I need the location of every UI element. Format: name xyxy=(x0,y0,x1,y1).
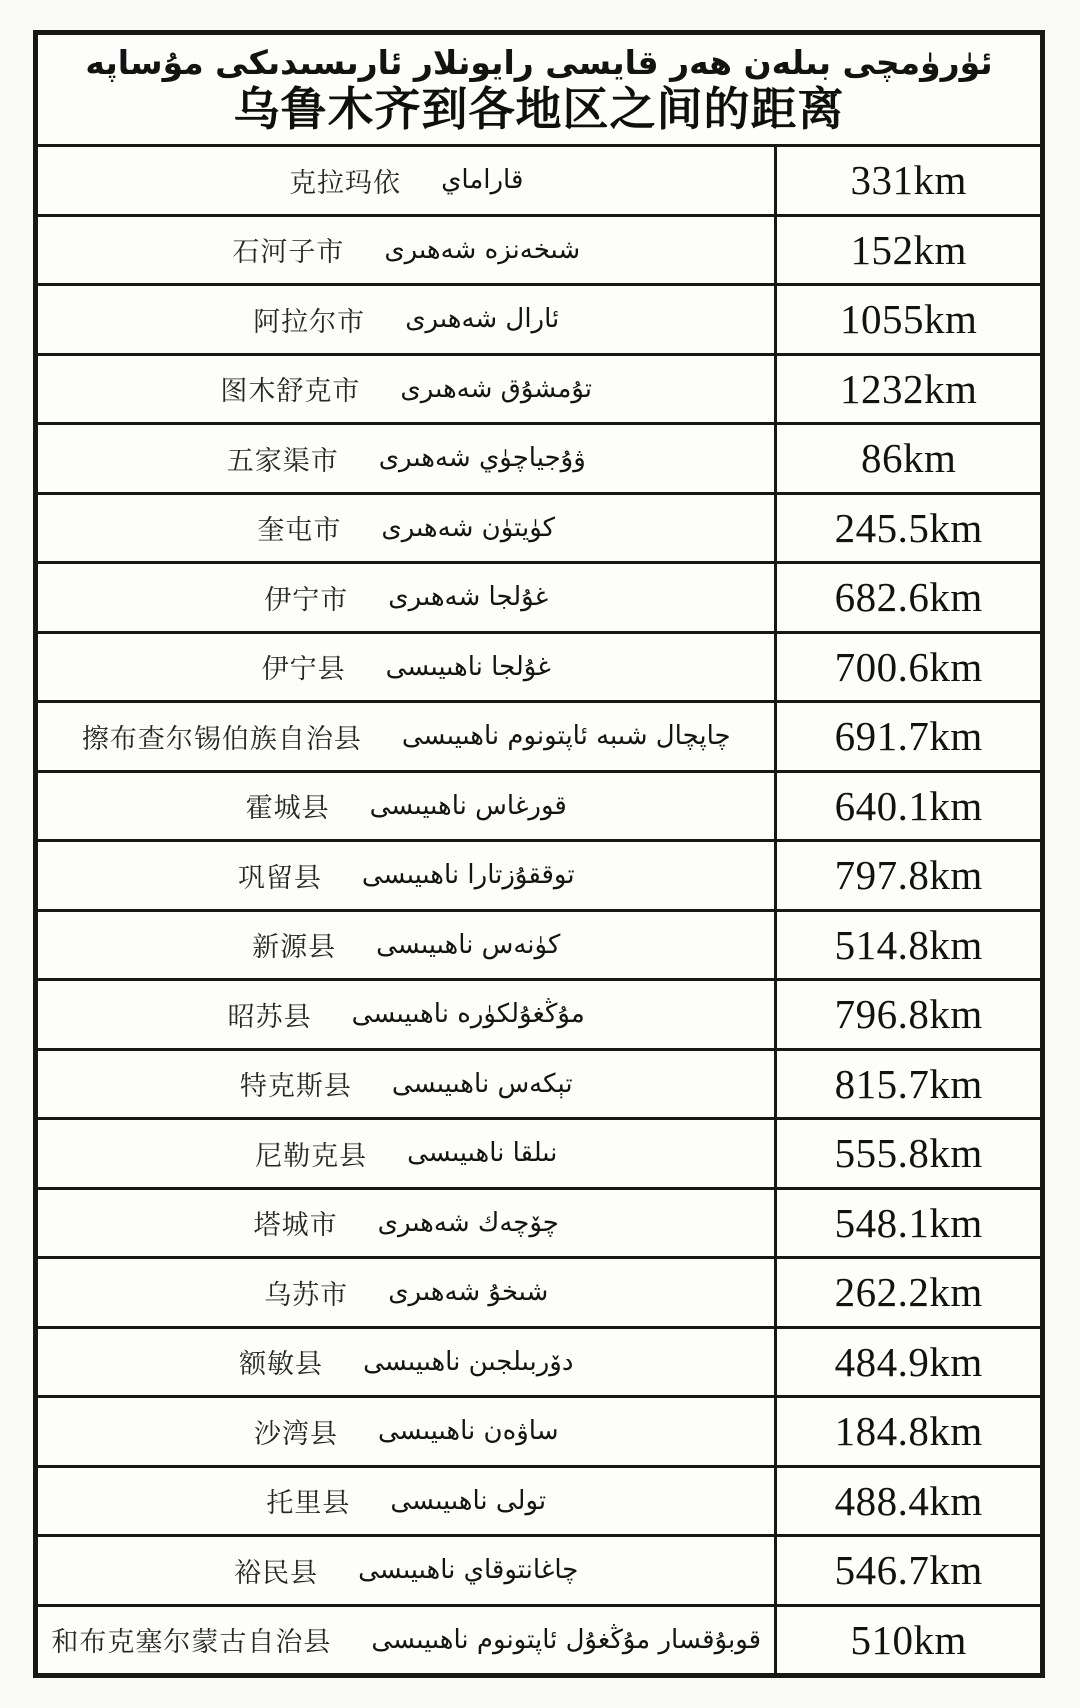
table-row xyxy=(38,770,1040,840)
region-name-cell xyxy=(38,981,777,1048)
table-row xyxy=(38,1326,1040,1396)
table-row xyxy=(38,631,1040,701)
region-name-uyghur: دۆربىلجىن ناھىيىسى xyxy=(363,1346,574,1377)
region-name-chinese: 托里县 xyxy=(266,1488,351,1519)
distance-cell xyxy=(777,356,1040,423)
region-name-uyghur: نىلقا ناھىيىسى xyxy=(407,1138,558,1169)
distance-cell xyxy=(777,912,1040,979)
table-row xyxy=(38,422,1040,492)
region-name-cell xyxy=(38,1259,777,1326)
distance-value: 184.8km xyxy=(834,1408,983,1455)
table-row xyxy=(38,492,1040,562)
table-body xyxy=(38,147,1040,1673)
region-name-chinese: 五家渠市 xyxy=(226,445,339,476)
region-name-uyghur: كۈنەس ناھىيىسى xyxy=(376,929,561,960)
region-name-uyghur: شىخەنزە شەھىرى xyxy=(384,234,581,265)
region-name-uyghur: توققۇزتارا ناھىيىسى xyxy=(361,860,575,891)
distance-value: 555.8km xyxy=(834,1130,983,1177)
distance-value: 484.9km xyxy=(834,1338,983,1385)
table-row xyxy=(38,700,1040,770)
region-name-chinese: 昭苏县 xyxy=(227,1001,312,1032)
distance-value: 682.6km xyxy=(834,574,983,621)
region-name-uyghur: غۇلجا شەھىرى xyxy=(388,582,549,613)
region-name-chinese: 裕民县 xyxy=(234,1557,319,1588)
distance-cell xyxy=(777,981,1040,1048)
table-row xyxy=(38,909,1040,979)
region-name-cell xyxy=(38,564,777,631)
table-row xyxy=(38,978,1040,1048)
region-name-uyghur: تولى ناھىيىسى xyxy=(390,1485,547,1516)
region-name-uyghur: ئارال شەھىرى xyxy=(405,304,560,335)
region-name-cell xyxy=(38,425,777,492)
distance-value: 1055km xyxy=(840,296,978,343)
region-name-uyghur: تۇمشۇق شەھىرى xyxy=(400,373,593,404)
region-name-chinese: 霍城县 xyxy=(245,793,330,824)
region-name-uyghur: شىخۇ شەھىرى xyxy=(388,1277,549,1308)
region-name-cell xyxy=(38,1051,777,1118)
region-name-chinese: 石河子市 xyxy=(232,237,345,268)
region-name-chinese: 尼勒克县 xyxy=(255,1140,368,1171)
distance-cell xyxy=(777,1398,1040,1465)
distance-cell xyxy=(777,634,1040,701)
table-row xyxy=(38,1187,1040,1257)
region-name-chinese: 奎屯市 xyxy=(257,515,342,546)
region-name-uyghur: مۇڭغۇلكۈرە ناھىيىسى xyxy=(351,999,585,1030)
region-name-uyghur: ساۋەن ناھىيىسى xyxy=(377,1416,559,1447)
distance-cell xyxy=(777,1468,1040,1535)
region-name-cell xyxy=(38,1190,777,1257)
region-name-chinese: 额敏县 xyxy=(239,1349,324,1380)
region-name-cell xyxy=(38,634,777,701)
distance-value: 1232km xyxy=(840,365,978,412)
distance-cell xyxy=(777,842,1040,909)
region-name-chinese: 克拉玛依 xyxy=(289,167,402,198)
region-name-uyghur: چۆچەك شەھىرى xyxy=(377,1207,559,1238)
distance-cell xyxy=(777,703,1040,770)
region-name-cell xyxy=(38,356,777,423)
region-name-chinese: 新源县 xyxy=(252,932,337,963)
distance-cell xyxy=(777,495,1040,562)
distance-value: 331km xyxy=(850,157,967,204)
region-name-cell xyxy=(38,217,777,284)
distance-value: 546.7km xyxy=(834,1547,983,1594)
table-row xyxy=(38,147,1040,214)
distance-cell xyxy=(777,1329,1040,1396)
region-name-cell xyxy=(38,495,777,562)
region-name-cell xyxy=(38,1607,777,1674)
region-name-cell xyxy=(38,1398,777,1465)
region-name-chinese: 塔城市 xyxy=(253,1210,338,1241)
region-name-chinese: 乌苏市 xyxy=(264,1279,349,1310)
region-name-uyghur: قوبۇقسار مۇڭغۇل ئاپتونوم ناھىيىسى xyxy=(371,1624,762,1655)
region-name-chinese: 特克斯县 xyxy=(239,1071,352,1102)
region-name-chinese: 图木舒克市 xyxy=(220,376,361,407)
table-row xyxy=(38,561,1040,631)
table-row xyxy=(38,1048,1040,1118)
distance-value: 640.1km xyxy=(834,782,983,829)
distance-value: 86km xyxy=(861,435,957,482)
table-row xyxy=(38,1395,1040,1465)
table-row xyxy=(38,1534,1040,1604)
region-name-uyghur: قاراماي xyxy=(441,165,524,196)
distance-cell xyxy=(777,425,1040,492)
distance-cell xyxy=(777,217,1040,284)
distance-value: 796.8km xyxy=(834,991,983,1038)
region-name-chinese: 沙湾县 xyxy=(253,1418,338,1449)
region-name-chinese: 和布克塞尔蒙古自治县 xyxy=(51,1627,332,1658)
distance-value: 488.4km xyxy=(834,1477,983,1524)
region-name-cell xyxy=(38,1329,777,1396)
region-name-cell xyxy=(38,912,777,979)
distance-cell xyxy=(777,1190,1040,1257)
region-name-uyghur: ۋۇجياچۈي شەھىرى xyxy=(378,443,586,474)
distance-value: 514.8km xyxy=(834,921,983,968)
region-name-chinese: 巩留县 xyxy=(237,862,322,893)
distance-value: 691.7km xyxy=(834,713,983,760)
distance-value: 152km xyxy=(850,226,967,273)
distance-cell xyxy=(777,773,1040,840)
table-row xyxy=(38,353,1040,423)
distance-value: 245.5km xyxy=(834,504,983,551)
table-row xyxy=(38,283,1040,353)
distance-cell xyxy=(777,1537,1040,1604)
region-name-cell xyxy=(38,147,777,214)
distance-value: 262.2km xyxy=(834,1269,983,1316)
region-name-uyghur: چاپچال شىبە ئاپتونوم ناھىيىسى xyxy=(401,721,731,752)
distance-cell xyxy=(777,286,1040,353)
distance-value: 815.7km xyxy=(834,1060,983,1107)
distance-value: 510km xyxy=(850,1616,967,1663)
region-name-chinese: 伊宁县 xyxy=(261,654,346,685)
table-row xyxy=(38,839,1040,909)
region-name-cell xyxy=(38,773,777,840)
region-name-chinese: 擦布查尔锡伯族自治县 xyxy=(81,723,362,754)
distance-cell xyxy=(777,147,1040,214)
table-row xyxy=(38,1465,1040,1535)
region-name-cell xyxy=(38,1120,777,1187)
region-name-uyghur: تېكەس ناھىيىسى xyxy=(391,1068,573,1099)
table-title-uyghur: ئۈرۈمچى بىلەن ھەر قايسى رايونلار ئارىسىدىكى مۇساپە xyxy=(85,42,993,82)
region-name-uyghur: چاغانتوقاي ناھىيىسى xyxy=(358,1555,579,1586)
distance-cell xyxy=(777,1607,1040,1674)
region-name-uyghur: قورغاس ناھىيىسى xyxy=(369,790,567,821)
distance-cell xyxy=(777,1051,1040,1118)
distance-cell xyxy=(777,1259,1040,1326)
region-name-chinese: 伊宁市 xyxy=(264,584,349,615)
table-title-chinese: 乌鲁木齐到各地区之间的距离 xyxy=(233,84,845,136)
distance-table xyxy=(33,30,1045,1678)
table-row xyxy=(38,1256,1040,1326)
region-name-uyghur: كۈيتۈن شەھىرى xyxy=(381,512,556,543)
distance-cell xyxy=(777,564,1040,631)
distance-value: 797.8km xyxy=(834,852,983,899)
region-name-cell xyxy=(38,1468,777,1535)
table-row xyxy=(38,1604,1040,1674)
table-row xyxy=(38,1117,1040,1187)
distance-cell xyxy=(777,1120,1040,1187)
region-name-uyghur: غۇلجا ناھىيىسى xyxy=(385,651,551,682)
distance-value: 548.1km xyxy=(834,1199,983,1246)
table-title-cell xyxy=(38,35,1040,147)
region-name-cell xyxy=(38,1537,777,1604)
region-name-cell xyxy=(38,703,777,770)
region-name-cell xyxy=(38,286,777,353)
region-name-cell xyxy=(38,842,777,909)
distance-value: 700.6km xyxy=(834,643,983,690)
region-name-chinese: 阿拉尔市 xyxy=(253,306,366,337)
table-row xyxy=(38,214,1040,284)
